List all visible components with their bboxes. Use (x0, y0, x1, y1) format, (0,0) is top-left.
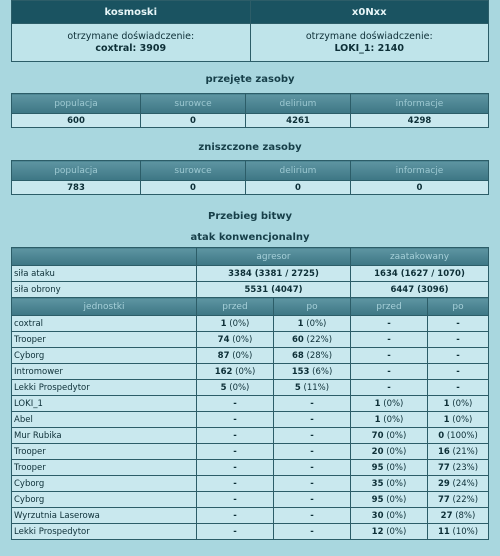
defender-after-count: 1 (443, 414, 450, 425)
defender-after-count: 29 (437, 478, 450, 489)
agresor-after-count: 60 (291, 334, 304, 345)
captured-value: 0 (141, 114, 246, 128)
captured-header: informacje (351, 94, 489, 114)
unit-row (12, 508, 489, 524)
captured-value: 4261 (246, 114, 351, 128)
defender-before-count: - (387, 334, 391, 345)
agresor-before-percent: (0%) (229, 382, 250, 393)
defender-after-cell (428, 476, 489, 492)
defender-before-percent: (0%) (386, 526, 407, 537)
agresor-after-count: - (310, 494, 314, 505)
agresor-before-count: - (233, 494, 237, 505)
defender-after-cell (428, 444, 489, 460)
defender-before-percent: (0%) (386, 446, 407, 457)
agresor-after-cell (274, 396, 351, 412)
defender-after-cell (428, 316, 489, 332)
agresor-before-count: 87 (217, 350, 230, 361)
defender-after-percent: (100%) (446, 430, 478, 441)
defender-before-cell (351, 444, 428, 460)
defender-before-cell (351, 476, 428, 492)
agresor-after-cell (274, 364, 351, 380)
agresor-after-cell (274, 476, 351, 492)
defender-before-percent: (0%) (386, 462, 407, 473)
captured-value: 600 (12, 114, 141, 128)
defender-after-percent: (0%) (452, 398, 473, 409)
defender-before-count: - (387, 350, 391, 361)
agresor-before-cell (197, 476, 274, 492)
before-header: przed (351, 298, 428, 316)
defender-after-cell (428, 380, 489, 396)
agresor-after-count: - (310, 398, 314, 409)
defender-before-count: 1 (374, 414, 381, 425)
unit-row (12, 460, 489, 476)
defender-before-count: - (387, 366, 391, 377)
defender-after-count: - (456, 366, 460, 377)
agresor-before-cell (197, 492, 274, 508)
agresor-before-cell (197, 460, 274, 476)
defender-after-percent: (0%) (452, 414, 473, 425)
defender-before-percent: (0%) (386, 510, 407, 521)
defender-after-count: - (456, 382, 460, 393)
destroyed-value: 0 (246, 181, 351, 195)
attacker-exp-value: coxtral: 3909 (95, 42, 167, 54)
agresor-header: agresor (197, 248, 351, 266)
defender-before-cell (351, 412, 428, 428)
agresor-before-cell (197, 396, 274, 412)
defender-before-count: 12 (371, 526, 384, 537)
defender-experience (250, 24, 489, 62)
agresor-after-count: 68 (291, 350, 304, 361)
defender-before-cell (351, 492, 428, 508)
agresor-before-percent: (0%) (235, 366, 256, 377)
destroyed-table (11, 160, 489, 195)
defender-before-percent: (0%) (383, 398, 404, 409)
unit-name: Trooper (12, 444, 197, 460)
defender-after-count: 11 (437, 526, 450, 537)
defender-after-count: 27 (440, 510, 453, 521)
agresor-after-count: 5 (294, 382, 301, 393)
destroyed-header: surowce (141, 161, 246, 181)
defender-after-percent: (21%) (452, 446, 479, 457)
defender-before-percent: (0%) (383, 414, 404, 425)
captured-value: 4298 (351, 114, 489, 128)
agresor-before-count: - (233, 526, 237, 537)
agresor-after-percent: (11%) (303, 382, 330, 393)
agresor-before-count: 162 (214, 366, 233, 377)
defender-after-count: - (456, 334, 460, 345)
defender-before-cell (351, 316, 428, 332)
agresor-before-cell (197, 364, 274, 380)
defender-after-cell (428, 364, 489, 380)
defender-before-cell (351, 348, 428, 364)
defense-defender: 6447 (3096) (351, 282, 489, 298)
defender-before-count: 1 (374, 398, 381, 409)
captured-header: surowce (141, 94, 246, 114)
defender-after-percent: (23%) (452, 462, 479, 473)
defender-exp-value: LOKI_1: 2140 (334, 42, 405, 54)
units-header: jednostki (12, 298, 197, 316)
agresor-after-count: - (310, 430, 314, 441)
unit-name: LOKI_1 (12, 396, 197, 412)
agresor-after-count: 1 (297, 318, 304, 329)
agresor-before-count: 74 (217, 334, 230, 345)
agresor-after-cell (274, 428, 351, 444)
unit-row (12, 444, 489, 460)
unit-name: Lekki Prospedytor (12, 380, 197, 396)
defender-after-count: - (456, 350, 460, 361)
defender-before-count: 95 (371, 494, 384, 505)
agresor-after-cell (274, 460, 351, 476)
defender-before-cell (351, 428, 428, 444)
defender-before-cell (351, 332, 428, 348)
destroyed-value: 0 (141, 181, 246, 195)
defender-after-cell (428, 492, 489, 508)
defense-label: siła obrony (12, 282, 197, 298)
attack-label: siła ataku (12, 266, 197, 282)
unit-row (12, 332, 489, 348)
unit-name: Intromower (12, 364, 197, 380)
exp-label: otrzymane doświadczenie: (67, 30, 195, 42)
unit-row (12, 380, 489, 396)
defender-after-count: 77 (437, 494, 450, 505)
unit-name: Lekki Prospedytor (12, 524, 197, 540)
defender-before-cell (351, 460, 428, 476)
captured-title: przejęte zasoby (205, 74, 295, 85)
captured-header: populacja (12, 94, 141, 114)
destroyed-header: informacje (351, 161, 489, 181)
agresor-before-cell (197, 428, 274, 444)
defender-before-percent: (0%) (386, 430, 407, 441)
unit-name: Mur Rubika (12, 428, 197, 444)
unit-row (12, 428, 489, 444)
agresor-after-percent: (6%) (312, 366, 333, 377)
agresor-after-cell (274, 508, 351, 524)
attacker-experience (12, 24, 251, 62)
captured-table (11, 93, 489, 128)
defender-after-cell (428, 412, 489, 428)
agresor-after-count: - (310, 446, 314, 457)
defender-before-percent: (0%) (386, 494, 407, 505)
agresor-before-count: - (233, 398, 237, 409)
defender-before-cell (351, 380, 428, 396)
defender-before-cell (351, 396, 428, 412)
agresor-before-cell (197, 332, 274, 348)
agresor-before-cell (197, 524, 274, 540)
destroyed-header: delirium (246, 161, 351, 181)
agresor-after-count: 153 (291, 366, 310, 377)
agresor-after-cell (274, 380, 351, 396)
defender-before-count: 95 (371, 462, 384, 473)
destroyed-title: zniszczone zasoby (198, 142, 302, 153)
captured-header: delirium (246, 94, 351, 114)
before-header: przed (197, 298, 274, 316)
battle-table (11, 247, 489, 540)
agresor-before-count: - (233, 510, 237, 521)
defender-before-percent: (0%) (386, 478, 407, 489)
unit-row (12, 524, 489, 540)
agresor-after-cell (274, 492, 351, 508)
attacker-name: kosmoski (12, 1, 251, 24)
unit-name: Wyrzutnia Laserowa (12, 508, 197, 524)
agresor-before-percent: (0%) (232, 350, 253, 361)
after-header: po (274, 298, 351, 316)
defender-after-percent: (10%) (452, 526, 479, 537)
defender-after-cell (428, 524, 489, 540)
defender-after-percent: (24%) (452, 478, 479, 489)
defender-before-count: 70 (371, 430, 384, 441)
agresor-before-count: - (233, 478, 237, 489)
agresor-after-percent: (0%) (306, 318, 327, 329)
battle-subtitle: atak konwencjonalny (190, 232, 310, 243)
agresor-before-count: 5 (220, 382, 227, 393)
agresor-before-percent: (0%) (229, 318, 250, 329)
defender-after-count: 77 (437, 462, 450, 473)
destroyed-value: 783 (12, 181, 141, 195)
defender-before-count: 35 (371, 478, 384, 489)
agresor-before-count: 1 (220, 318, 227, 329)
defender-before-count: 20 (371, 446, 384, 457)
after-header: po (428, 298, 489, 316)
defender-after-cell (428, 428, 489, 444)
agresor-after-cell (274, 316, 351, 332)
agresor-after-percent: (22%) (306, 334, 333, 345)
agresor-before-count: - (233, 414, 237, 425)
agresor-before-count: - (233, 446, 237, 457)
blank-header (12, 248, 197, 266)
agresor-after-percent: (28%) (306, 350, 333, 361)
defender-before-count: - (387, 318, 391, 329)
defender-after-cell (428, 508, 489, 524)
agresor-before-cell (197, 348, 274, 364)
agresor-before-count: - (233, 430, 237, 441)
agresor-after-cell (274, 412, 351, 428)
agresor-before-cell (197, 412, 274, 428)
defender-after-cell (428, 396, 489, 412)
unit-row (12, 348, 489, 364)
unit-row (12, 476, 489, 492)
agresor-after-cell (274, 524, 351, 540)
zaatakowany-header: zaatakowany (351, 248, 489, 266)
unit-name: Cyborg (12, 348, 197, 364)
unit-name: Trooper (12, 332, 197, 348)
defender-after-count: - (456, 318, 460, 329)
defender-before-cell (351, 508, 428, 524)
agresor-before-percent: (0%) (232, 334, 253, 345)
agresor-after-count: - (310, 462, 314, 473)
unit-name: Abel (12, 412, 197, 428)
agresor-after-cell (274, 348, 351, 364)
defender-after-cell (428, 332, 489, 348)
unit-name: Cyborg (12, 476, 197, 492)
unit-row (12, 412, 489, 428)
defender-after-percent: (22%) (452, 494, 479, 505)
attack-agresor: 3384 (3381 / 2725) (197, 266, 351, 282)
agresor-after-count: - (310, 478, 314, 489)
defender-after-count: 1 (443, 398, 450, 409)
agresor-before-cell (197, 316, 274, 332)
agresor-after-count: - (310, 526, 314, 537)
agresor-after-count: - (310, 414, 314, 425)
defender-name: x0Nxx (250, 1, 489, 24)
defender-after-count: 0 (438, 430, 445, 441)
agresor-before-cell (197, 508, 274, 524)
unit-name: Trooper (12, 460, 197, 476)
unit-row (12, 396, 489, 412)
battle-title: Przebieg bitwy (208, 211, 292, 222)
unit-row (12, 316, 489, 332)
destroyed-value: 0 (351, 181, 489, 195)
defender-before-count: 30 (371, 510, 384, 521)
defender-before-cell (351, 524, 428, 540)
defense-agresor: 5531 (4047) (197, 282, 351, 298)
agresor-after-count: - (310, 510, 314, 521)
agresor-before-count: - (233, 462, 237, 473)
unit-row (12, 492, 489, 508)
defender-before-cell (351, 364, 428, 380)
agresor-after-cell (274, 332, 351, 348)
unit-row (12, 364, 489, 380)
agresor-before-cell (197, 444, 274, 460)
unit-name: coxtral (12, 316, 197, 332)
defender-after-cell (428, 348, 489, 364)
exp-label: otrzymane doświadczenie: (305, 30, 433, 42)
defender-after-cell (428, 460, 489, 476)
defender-after-percent: (8%) (455, 510, 476, 521)
attack-defender: 1634 (1627 / 1070) (351, 266, 489, 282)
players-table (11, 0, 489, 62)
agresor-after-cell (274, 444, 351, 460)
defender-after-count: 16 (437, 446, 450, 457)
agresor-before-cell (197, 380, 274, 396)
unit-name: Cyborg (12, 492, 197, 508)
defender-before-count: - (387, 382, 391, 393)
destroyed-header: populacja (12, 161, 141, 181)
